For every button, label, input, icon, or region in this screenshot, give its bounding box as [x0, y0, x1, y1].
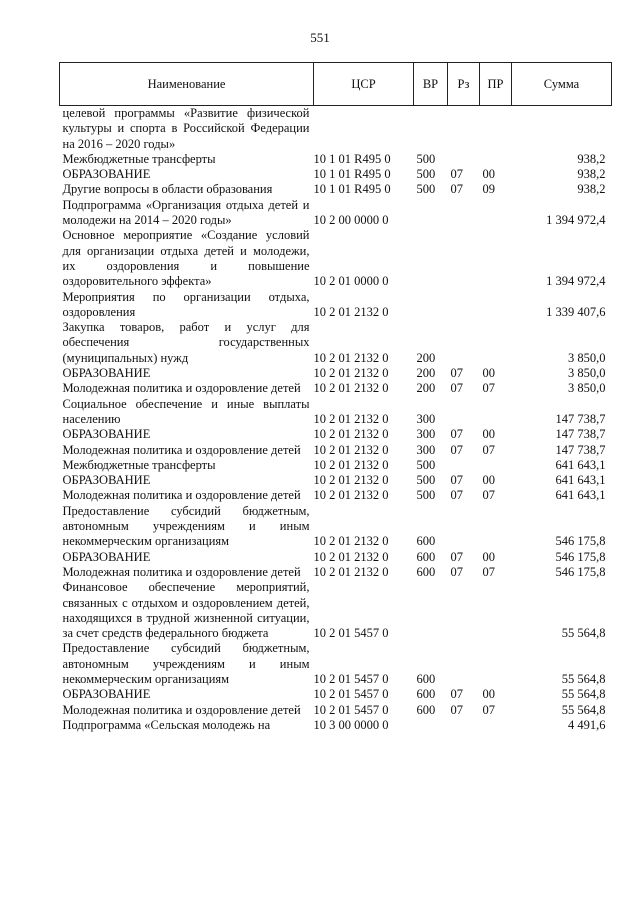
row-sum-cell: 546 175,8 [555, 534, 606, 549]
row-name-cell: Предоставление субсидий бюджетным, автономным учреждениям и иным некоммерческим организациям [62, 641, 310, 686]
row-name-cell: ОБРАЗОВАНИЕ [62, 687, 151, 702]
row-rz-cell: 07 [450, 564, 463, 579]
row-sum-cell: 938,2 [577, 167, 606, 182]
row-csr-cell: 10 2 01 2132 0 [313, 350, 389, 365]
row-name-cell: Молодежная политика и оздоровление детей [62, 702, 301, 717]
row-pr-cell [480, 290, 512, 321]
table-row [60, 550, 612, 565]
row-vr-cell [414, 718, 448, 733]
row-vr-cell [414, 580, 448, 641]
row-pr-cell: 00 [482, 687, 495, 702]
row-sum-cell: 546 175,8 [555, 549, 606, 564]
row-vr-cell: 500 [416, 167, 436, 182]
row-rz-cell: 07 [450, 687, 463, 702]
row-sum-cell: 147 738,7 [555, 411, 606, 426]
row-sum-cell: 147 738,7 [555, 427, 606, 442]
row-pr-cell [480, 228, 512, 289]
row-rz-cell [448, 320, 480, 366]
table-row [60, 687, 612, 702]
table-row [60, 641, 612, 687]
table-row [60, 228, 612, 289]
row-name-cell: Межбюджетные трансферты [62, 151, 216, 166]
row-rz-cell: 07 [450, 167, 463, 182]
row-sum-cell: 55 564,8 [561, 702, 606, 717]
row-pr-cell [480, 106, 512, 152]
row-vr-cell: 200 [416, 381, 436, 396]
row-pr-cell [480, 198, 512, 229]
row-vr-cell: 300 [416, 427, 436, 442]
row-csr-cell: 10 2 01 5457 0 [313, 671, 389, 686]
table-body [60, 106, 612, 734]
header-name: Наименование [60, 63, 314, 106]
row-name-cell: Молодежная политика и оздоровление детей [62, 488, 301, 503]
row-sum-cell: 4 491,6 [568, 717, 606, 732]
row-rz-cell: 07 [450, 182, 463, 197]
row-sum-cell: 938,2 [577, 151, 606, 166]
row-pr-cell: 07 [482, 702, 495, 717]
row-pr-cell: 00 [482, 167, 495, 182]
table-row [60, 427, 612, 442]
header-vr: ВР [414, 63, 448, 106]
table-row [60, 504, 612, 550]
row-rz-cell [448, 641, 480, 687]
row-vr-cell: 500 [416, 473, 436, 488]
table-row [60, 565, 612, 580]
row-csr-cell: 10 2 01 2132 0 [313, 549, 389, 564]
row-rz-cell: 07 [450, 473, 463, 488]
row-sum-cell: 641 643,1 [555, 473, 606, 488]
table-row [60, 703, 612, 718]
row-pr-cell: 00 [482, 549, 495, 564]
row-sum-cell: 641 643,1 [555, 488, 606, 503]
table-row [60, 366, 612, 381]
header-pr: ПР [480, 63, 512, 106]
row-vr-cell: 200 [416, 366, 436, 381]
table-row [60, 458, 612, 473]
row-rz-cell [448, 290, 480, 321]
table-row [60, 167, 612, 182]
row-vr-cell: 500 [416, 151, 436, 166]
row-rz-cell [448, 504, 480, 550]
row-name-cell: Молодежная политика и оздоровление детей [62, 564, 301, 579]
row-rz-cell: 07 [450, 442, 463, 457]
row-name-cell: Предоставление субсидий бюджетным, автономным учреждениям и иным некоммерческим организациям [62, 503, 310, 549]
row-vr-cell: 500 [416, 457, 436, 472]
row-sum-cell: 1 394 972,4 [546, 274, 606, 289]
row-pr-cell: 00 [482, 473, 495, 488]
row-rz-cell [448, 228, 480, 289]
row-vr-cell: 500 [416, 182, 436, 197]
row-vr-cell: 300 [416, 411, 436, 426]
row-name-cell: ОБРАЗОВАНИЕ [62, 167, 151, 182]
table-row [60, 488, 612, 503]
row-csr-cell: 10 2 01 5457 0 [313, 702, 389, 717]
row-csr-cell: 10 2 01 2132 0 [313, 442, 389, 457]
row-rz-cell: 07 [450, 549, 463, 564]
row-pr-cell [480, 580, 512, 641]
row-vr-cell: 300 [416, 442, 436, 457]
row-pr-cell: 00 [482, 366, 495, 381]
row-pr-cell: 07 [482, 442, 495, 457]
row-rz-cell [448, 580, 480, 641]
row-name-cell: Межбюджетные трансферты [62, 457, 216, 472]
row-pr-cell: 07 [482, 488, 495, 503]
row-csr-cell: 10 2 01 2132 0 [313, 564, 389, 579]
header-sum: Сумма [512, 63, 612, 106]
row-pr-cell [480, 320, 512, 366]
page-number: 551 [310, 30, 330, 45]
row-rz-cell [448, 718, 480, 733]
row-pr-cell: 07 [482, 381, 495, 396]
row-sum-cell: 147 738,7 [555, 442, 606, 457]
row-vr-cell [414, 228, 448, 289]
row-name-cell: Финансовое обеспечение мероприятий, связанных с отдыхом и оздоровлением детей, находящихся в трудной жизненной ситуации, за счет средств федерального бюджета [62, 580, 310, 641]
row-vr-cell: 600 [416, 534, 436, 549]
table-row [60, 580, 612, 641]
row-csr-cell: 10 2 01 2132 0 [313, 488, 389, 503]
row-pr-cell: 09 [482, 182, 495, 197]
row-rz-cell [448, 458, 480, 473]
row-sum-cell: 55 564,8 [561, 626, 606, 641]
row-name-cell: Другие вопросы в области образования [62, 182, 273, 197]
table-row [60, 152, 612, 167]
row-sum-cell: 641 643,1 [555, 457, 606, 472]
row-vr-cell: 500 [416, 488, 436, 503]
row-name-cell: ОБРАЗОВАНИЕ [62, 549, 151, 564]
row-csr-cell: 10 2 01 2132 0 [313, 534, 389, 549]
row-pr-cell [480, 718, 512, 733]
row-rz-cell [448, 152, 480, 167]
row-name-cell: ОБРАЗОВАНИЕ [62, 473, 151, 488]
row-name-cell: Основное мероприятие «Создание условий для организации отдыха детей и молодежи, их оздоровления и повышение оздоровительного эффекта» [62, 228, 310, 289]
header-csr: ЦСР [314, 63, 414, 106]
row-name-cell: ОБРАЗОВАНИЕ [62, 366, 151, 381]
row-rz-cell [448, 397, 480, 428]
row-sum-cell: 1 394 972,4 [546, 213, 606, 228]
row-sum-cell [512, 106, 612, 152]
row-csr-cell: 10 2 01 5457 0 [313, 626, 389, 641]
table-row [60, 198, 612, 229]
row-vr-cell: 600 [416, 549, 436, 564]
row-csr-cell: 10 2 00 0000 0 [313, 213, 389, 228]
row-csr-cell: 10 2 01 2132 0 [313, 304, 389, 319]
row-rz-cell [448, 198, 480, 229]
row-rz-cell: 07 [450, 488, 463, 503]
row-csr-cell: 10 2 01 2132 0 [313, 381, 389, 396]
row-csr-cell: 10 2 01 2132 0 [313, 457, 389, 472]
table-row [60, 106, 612, 152]
row-vr-cell [414, 290, 448, 321]
table-row [60, 290, 612, 321]
row-vr-cell: 600 [416, 687, 436, 702]
row-name-cell: ОБРАЗОВАНИЕ [62, 427, 151, 442]
row-csr-cell: 10 1 01 R495 0 [313, 167, 391, 182]
row-csr-cell: 10 2 01 2132 0 [313, 473, 389, 488]
row-name-cell: Подпрограмма «Сельская молодежь на [62, 717, 271, 732]
row-pr-cell: 00 [482, 427, 495, 442]
row-sum-cell: 3 850,0 [568, 350, 606, 365]
row-sum-cell: 938,2 [577, 182, 606, 197]
row-pr-cell: 07 [482, 564, 495, 579]
row-csr-cell: 10 2 01 2132 0 [313, 427, 389, 442]
table-row [60, 473, 612, 488]
table-row [60, 320, 612, 366]
row-vr-cell [414, 106, 448, 152]
row-pr-cell [480, 152, 512, 167]
row-name-cell: Молодежная политика и оздоровление детей [62, 442, 301, 457]
row-rz-cell [448, 106, 480, 152]
row-name-cell: Закупка товаров, работ и услуг для обеспечения государственных (муниципальных) нужд [62, 320, 310, 365]
row-pr-cell [480, 458, 512, 473]
row-csr-cell: 10 1 01 R495 0 [313, 151, 391, 166]
row-name-cell: Мероприятия по организации отдыха, оздоровления [62, 289, 310, 319]
row-pr-cell [480, 504, 512, 550]
row-sum-cell: 3 850,0 [568, 366, 606, 381]
row-sum-cell: 3 850,0 [568, 381, 606, 396]
row-csr-cell: 10 2 01 0000 0 [313, 274, 389, 289]
row-vr-cell [414, 198, 448, 229]
table-row [60, 182, 612, 197]
row-pr-cell [480, 641, 512, 687]
row-csr-cell: 10 2 01 2132 0 [313, 411, 389, 426]
row-rz-cell: 07 [450, 427, 463, 442]
row-rz-cell: 07 [450, 381, 463, 396]
row-vr-cell: 600 [416, 702, 436, 717]
table-row [60, 381, 612, 396]
row-name-cell: Подпрограмма «Организация отдыха детей и молодежи на 2014 – 2020 годы» [62, 197, 310, 228]
row-csr-cell: 10 2 01 5457 0 [313, 687, 389, 702]
row-vr-cell: 600 [416, 564, 436, 579]
table-header [60, 63, 612, 106]
row-csr-cell [314, 106, 414, 152]
row-name-cell: Социальное обеспечение и иные выплаты населению [62, 396, 310, 426]
row-sum-cell: 55 564,8 [561, 671, 606, 686]
row-pr-cell [480, 397, 512, 428]
row-sum-cell: 1 339 407,6 [546, 304, 606, 319]
row-sum-cell: 55 564,8 [561, 687, 606, 702]
row-vr-cell: 200 [416, 350, 436, 365]
table-row [60, 443, 612, 458]
budget-table [59, 62, 612, 733]
row-rz-cell: 07 [450, 366, 463, 381]
row-csr-cell: 10 3 00 0000 0 [313, 717, 389, 732]
row-sum-cell: 546 175,8 [555, 564, 606, 579]
row-csr-cell: 10 2 01 2132 0 [313, 366, 389, 381]
row-csr-cell: 10 1 01 R495 0 [313, 182, 391, 197]
header-rz: Рз [448, 63, 480, 106]
row-vr-cell: 600 [416, 671, 436, 686]
table-row [60, 397, 612, 428]
row-name-cell: Молодежная политика и оздоровление детей [62, 381, 301, 396]
table-row [60, 718, 612, 733]
row-name-cell: целевой программы «Развитие физической культуры и спорта в Российской Федерации на 2016 – 2020 годы» [62, 106, 310, 151]
row-rz-cell: 07 [450, 702, 463, 717]
